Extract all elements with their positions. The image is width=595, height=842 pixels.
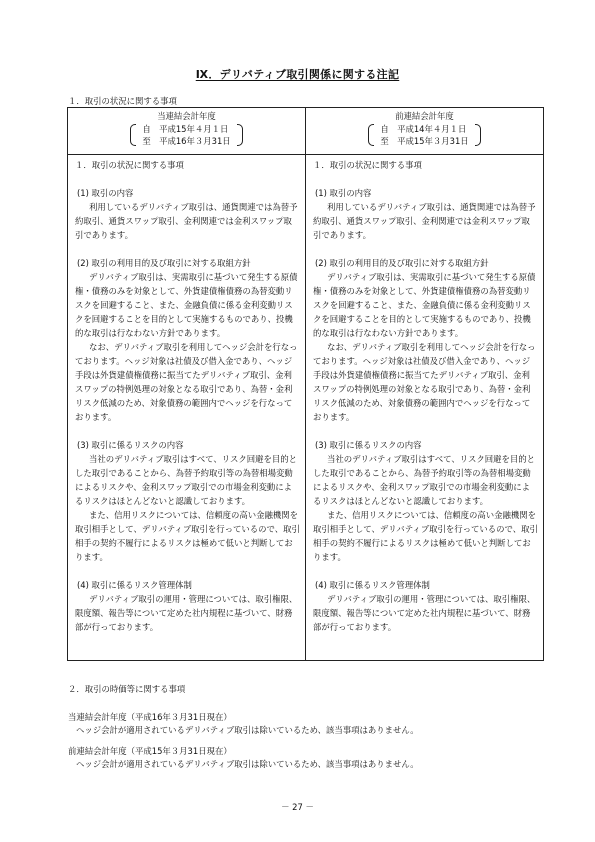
section1-heading: １．取引の状況に関する事項 [68, 96, 177, 106]
header-title-prior: 前連結会計年度 [395, 111, 454, 121]
item-content [75, 186, 300, 242]
period-from-label: 自 [380, 124, 389, 134]
item-paragraph: また、信用リスクについては、信頼度の高い金融機関を取引相手として、デリバティブ取引を行っているので、取引相手の契約不履行によるリスクは極めて低いと判断しております。 [313, 510, 538, 562]
item-paragraph: また、信用リスクについては、信頼度の高い金融機関を取引相手として、デリバティブ取引を行っているので、取引相手の契約不履行によるリスクは極めて低いと判断しております。 [75, 510, 300, 562]
body-cell-current [68, 155, 306, 661]
header-cell-prior [306, 108, 544, 155]
item-paragraph: なお、デリバティブ取引を利用してヘッジ会計を行なっております。ヘッジ対象は社債及び借入金であり、ヘッジ手段は外貨建債権債務に振当てたデリバティブ取引、金利スワップの特例処理の対象となる取引であり、為替・金利リスク低減のため、対象債務の範囲内でヘッジを行なっております。 [75, 342, 298, 422]
header-title-current: 当連結会計年度 [157, 111, 216, 121]
item-risk-management [75, 578, 300, 634]
item-label: (1) 取引の内容 [77, 188, 134, 198]
body-cell-prior [306, 155, 544, 661]
item-paragraph: 当社のデリバティブ取引はすべて、リスク回避を目的とした取引であることから、為替予約取引等の為替相場変動によるリスクや、金利スワップ取引での市場金利変動によるリスクはほとんどないと認識しております。 [313, 454, 535, 506]
item-content [313, 186, 538, 242]
item-paragraph: 利用しているデリバティブ取引は、通貨関連では為替予約取引、通貨スワップ取引、金利関連では金利スワップ取引であります。 [313, 202, 536, 240]
item-label: (3) 取引に係るリスクの内容 [77, 440, 184, 450]
item-paragraph: デリバティブ取引の運用・管理については、取引権限、限度額、報告等について定めた社内規程に基づいて、財務部が行っております。 [313, 594, 536, 632]
period-from-label: 自 [142, 124, 151, 134]
item-purpose [75, 256, 300, 424]
item-paragraph: デリバティブ取引は、実需取引に基づいて発生する原債権・債務のみを対象として、外貨建債権債務の為替変動リスクを回避すること、また、金融負債に係る金利変動リスクを回避することを目的として実施するものであり、投機的な取引は行なわない方針であります。 [313, 272, 536, 338]
item-risk-management [313, 578, 538, 634]
prior-year-note [68, 745, 419, 771]
item-paragraph: なお、デリバティブ取引を利用してヘッジ会計を行なっております。ヘッジ対象は社債及び借入金であり、ヘッジ手段は外貨建債権債務に振当てたデリバティブ取引、金利スワップの特例処理の対象となる取引であり、為替・金利リスク低減のため、対象債務の範囲内でヘッジを行なっております。 [313, 342, 536, 422]
period-to-label: 至 [380, 136, 389, 146]
current-year-label: 当連結会計年度（平成16年３月31日現在） [68, 712, 232, 722]
item-label: (2) 取引の利用目的及び取引に対する取組方針 [77, 258, 251, 268]
period-from-date: 平成14年４月１日 [397, 124, 467, 134]
period-to-date: 平成15年３月31日 [397, 136, 469, 146]
item-risk [75, 438, 300, 564]
item-risk [313, 438, 538, 564]
current-year-note [68, 711, 419, 737]
item-label: (4) 取引に係るリスク管理体制 [77, 580, 192, 590]
header-cell-current [68, 108, 306, 155]
section2-heading: ２．取引の時価等に関する事項 [68, 684, 186, 694]
item-paragraph: 当社のデリバティブ取引はすべて、リスク回避を目的とした取引であることから、為替予約取引等の為替相場変動によるリスクや、金利スワップ取引での市場金利変動によるリスクはほとんどないと認識しております。 [75, 454, 297, 506]
column-heading: １．取引の状況に関する事項 [313, 160, 422, 170]
item-label: (2) 取引の利用目的及び取引に対する取組方針 [315, 258, 489, 268]
comparison-table [67, 107, 544, 661]
period-from-date: 平成15年４月１日 [159, 124, 229, 134]
page-number: － 27 － [281, 802, 314, 812]
period-range-current [128, 123, 244, 147]
item-paragraph: デリバティブ取引は、実需取引に基づいて発生する原債権・債務のみを対象として、外貨建債権債務の為替変動リスクを回避すること、また、金融負債に係る金利変動リスクを回避することを目的として実施するものであり、投機的な取引は行なわない方針であります。 [75, 272, 298, 338]
item-label: (4) 取引に係るリスク管理体制 [315, 580, 430, 590]
item-paragraph: デリバティブ取引の運用・管理については、取引権限、限度額、報告等について定めた社内規程に基づいて、財務部が行っております。 [75, 594, 298, 632]
period-to-label: 至 [142, 136, 151, 146]
prior-year-text: ヘッジ会計が適用されているデリバティブ取引は除いているため、該当事項はありません。 [76, 759, 419, 769]
column-heading: １．取引の状況に関する事項 [75, 160, 184, 170]
prior-year-label: 前連結会計年度（平成15年３月31日現在） [68, 746, 232, 756]
item-label: (1) 取引の内容 [315, 188, 372, 198]
item-label: (3) 取引に係るリスクの内容 [315, 440, 422, 450]
item-paragraph: 利用しているデリバティブ取引は、通貨関連では為替予約取引、通貨スワップ取引、金利関連では金利スワップ取引であります。 [75, 202, 298, 240]
period-range-prior [366, 123, 482, 147]
period-to-date: 平成16年３月31日 [159, 136, 231, 146]
item-purpose [313, 256, 538, 424]
current-year-text: ヘッジ会計が適用されているデリバティブ取引は除いているため、該当事項はありません。 [76, 725, 419, 735]
page-title: Ⅸ．デリバティブ取引関係に関する注記 [195, 68, 400, 81]
